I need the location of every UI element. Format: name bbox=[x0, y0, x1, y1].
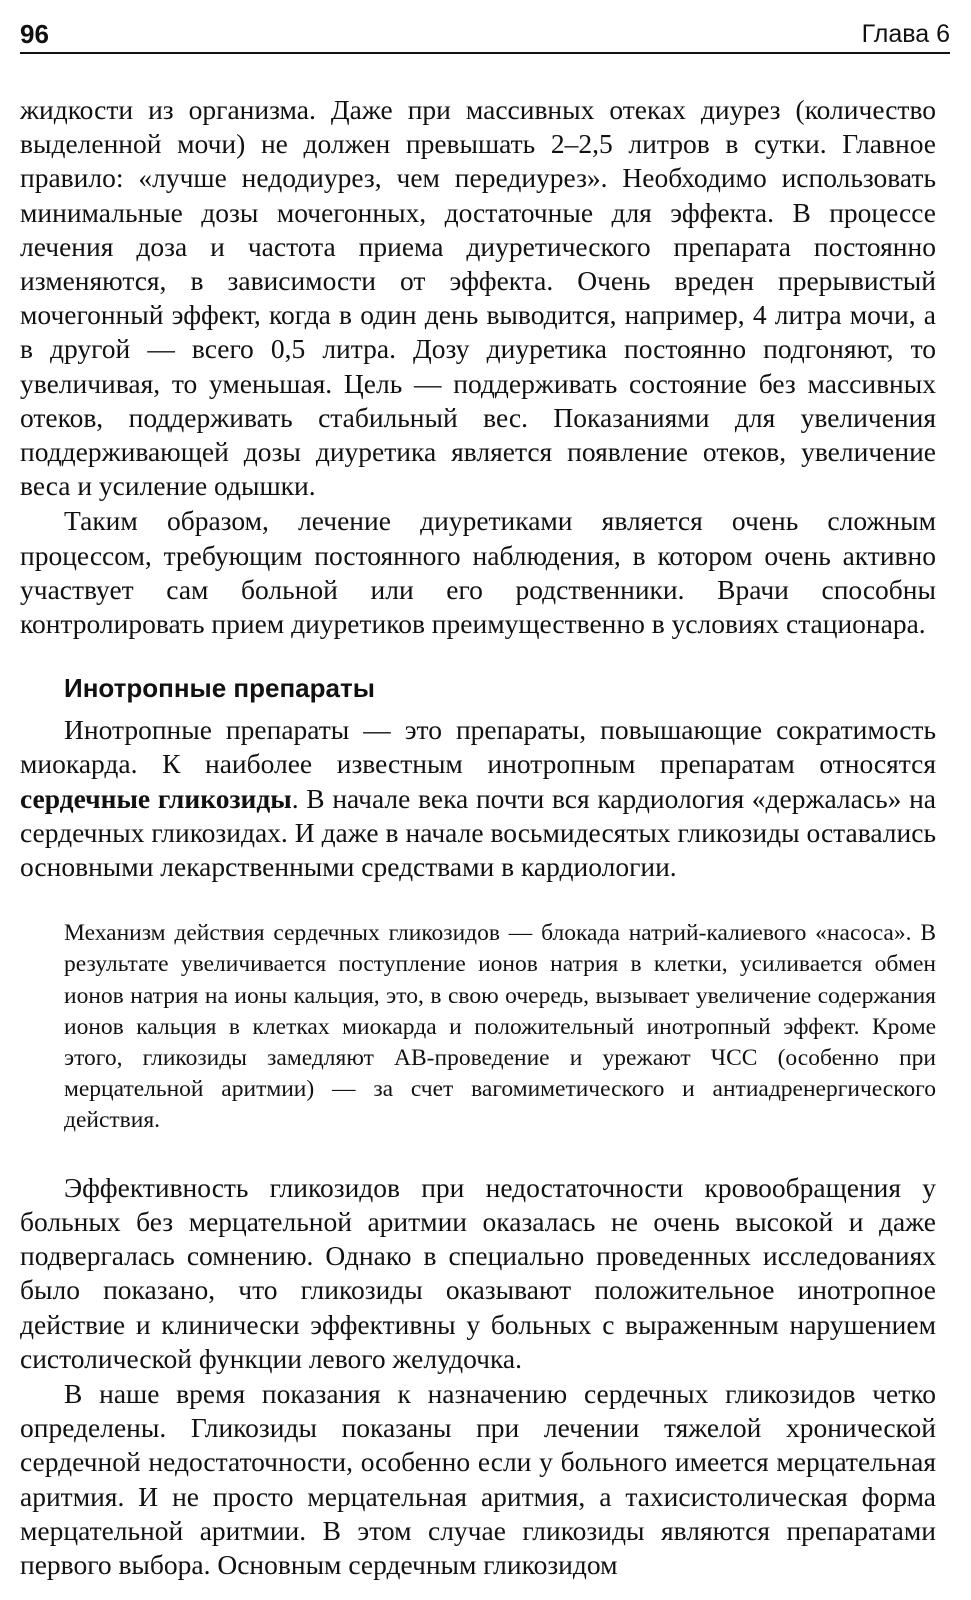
bold-term-cardiac-glycosides: сердечные гликозиды bbox=[20, 782, 292, 814]
inotropic-intro-text: Инотропные препараты — это препараты, повышающие сократимость миокарда. К наиболее известным инотропным препаратам относятся bbox=[20, 714, 936, 780]
page-number: 96 bbox=[20, 19, 49, 49]
paragraph-diuretics-summary: Таким образом, лечение диуретиками является очень сложным процессом, требующим постоянного наблюдения, в котором очень активно участвует сам больной или его родственники. Врачи способны контролировать прием диуретиков преимущественно в условиях стационара. bbox=[20, 505, 936, 640]
page-header bbox=[20, 18, 950, 54]
paragraph-inotropic-intro bbox=[20, 713, 936, 884]
page-body bbox=[20, 93, 936, 1582]
paragraph-glycoside-efficacy: Эффективность гликозидов при недостаточности кровообращения у больных без мерцательной аритмии оказалась не очень высокой и даже подвергалась сомнению. Однако в специально проведенных исследованиях было показано, что гликозиды оказывают положительное инотропное действие и клинически эффективны у больных с выраженным нарушением систолической функции левого желудочка. bbox=[20, 1171, 936, 1374]
chapter-title: Глава 6 bbox=[861, 20, 950, 48]
mechanism-note: Механизм действия сердечных гликозидов — блокада натрий-калиевого «насоса». В результате увеличивается поступление ионов натрия в клетки, усиливается обмен ионов натрия на ионы кальция, это, в свою очередь, вызывает увеличение содержания ионов кальция в клетках миокарда и положительный инотропный эффект. Кроме этого, гликозиды замедляют АВ-проведение и урежают ЧСС (особенно при мерцательной аритмии) — за счет вагомиметического и антиадренергического действия. bbox=[64, 920, 936, 1134]
section-heading: Инотропные препараты bbox=[64, 673, 375, 704]
paragraph-glycoside-indications: В наше время показания к назначению сердечных гликозидов четко определены. Гликозиды показаны при лечении тяжелой хронической сердечной недостаточности, особенно если у больного имеется мерцательная аритмия. И не просто мерцательная аритмия, а тахисистолическая форма мерцательной аритмии. В этом случае гликозиды являются препаратами первого выбора. Основным сердечным гликозидом bbox=[20, 1377, 936, 1580]
paragraph-continued: жидкости из организма. Даже при массивных отеках диурез (количество выделенной мочи) не должен превышать 2–2,5 литров в сутки. Главное правило: «лучше недодиурез, чем передиурез». Необходимо использовать минимальные дозы мочегонных, достаточные для эффекта. В процессе лечения доза и частота приема диуретического препарата постоянно изменяются, в зависимости от эффекта. Очень вреден прерывистый мочегонный эффект, когда в один день выводится, например, 4 литра мочи, а в другой — всего 0,5 литра. Дозу диуретика постоянно подгоняют, то увеличивая, то уменьшая. Цель — поддерживать состояние без массивных отеков, поддерживать стабильный вес. Показаниями для увеличения поддерживающей дозы диуретика является появление отеков, увеличение веса и усиление одышки. bbox=[20, 94, 936, 502]
inotropic-intro-text-end: . В начале века почти вся кардиология «держалась» на сердечных гликозидах. И даже в начале восьмидесятых гликозиды оставались основными лекарственными средствами в кардиологии. bbox=[20, 782, 936, 883]
